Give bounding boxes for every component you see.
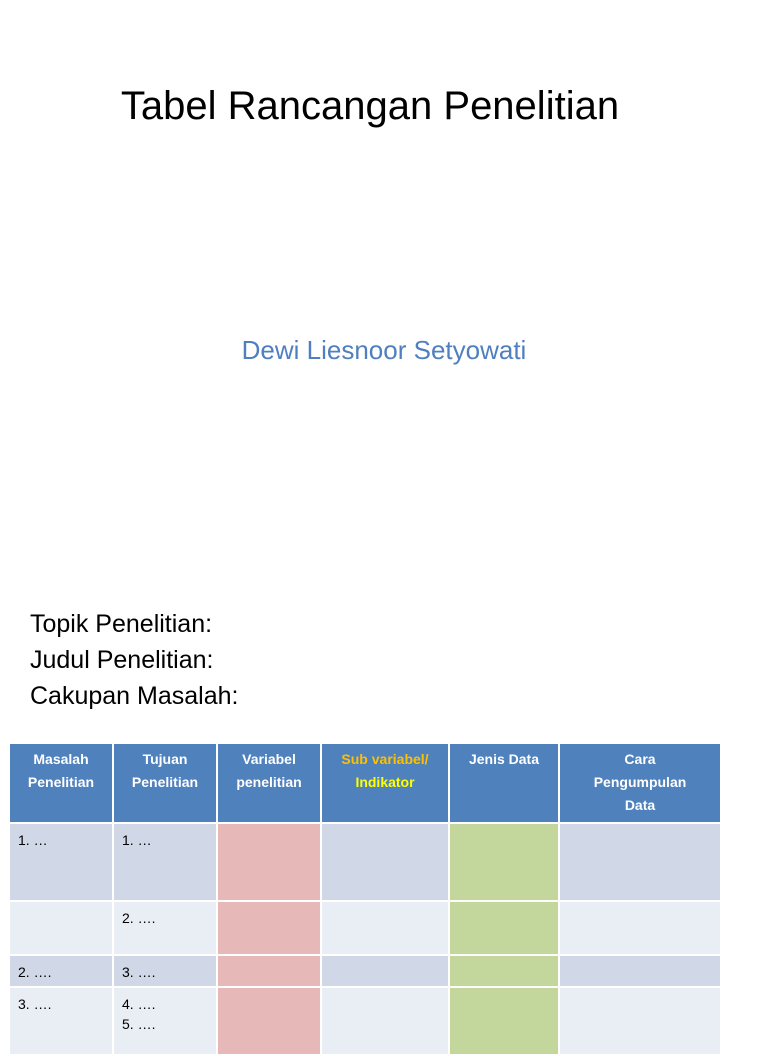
author-name: Dewi Liesnoor Setyowati bbox=[241, 335, 527, 365]
table-row bbox=[9, 987, 721, 1055]
table-row bbox=[9, 901, 721, 955]
cell-sub-variabel bbox=[321, 987, 449, 1055]
cell-jenis-data bbox=[449, 823, 559, 901]
research-info bbox=[30, 606, 238, 714]
cell-jenis-data bbox=[449, 987, 559, 1055]
table-slide bbox=[0, 560, 768, 1032]
cell-masalah: 2. …. bbox=[9, 955, 113, 987]
cell-masalah bbox=[9, 901, 113, 955]
cell-jenis-data bbox=[449, 901, 559, 955]
cell-sub-variabel bbox=[321, 901, 449, 955]
cell-tujuan: 1. … bbox=[113, 823, 217, 901]
cell-tujuan: 4. …. 5. …. bbox=[113, 987, 217, 1055]
header-variabel: Variabel penelitian bbox=[217, 743, 321, 823]
cell-sub-variabel bbox=[321, 823, 449, 901]
cell-cara bbox=[559, 955, 721, 987]
header-tujuan: Tujuan Penelitian bbox=[113, 743, 217, 823]
header-masalah: Masalah Penelitian bbox=[9, 743, 113, 823]
table-row bbox=[9, 823, 721, 901]
table-header-row bbox=[9, 743, 721, 823]
table-row bbox=[9, 955, 721, 987]
cell-sub-variabel bbox=[321, 955, 449, 987]
cell-masalah: 1. … bbox=[9, 823, 113, 901]
research-design-table bbox=[8, 742, 722, 1056]
cell-masalah: 3. …. bbox=[9, 987, 113, 1055]
judul-label: Judul Penelitian: bbox=[30, 646, 214, 674]
header-sub-variabel: Sub variabel/ Indikator bbox=[321, 743, 449, 823]
cell-tujuan: 2. …. bbox=[113, 901, 217, 955]
cell-cara bbox=[559, 823, 721, 901]
header-cara: Cara Pengumpulan Data bbox=[559, 743, 721, 823]
cakupan-label: Cakupan Masalah: bbox=[30, 682, 239, 710]
cell-variabel bbox=[217, 901, 321, 955]
cell-variabel bbox=[217, 823, 321, 901]
slide-title: Tabel Rancangan Penelitian bbox=[120, 84, 620, 128]
cell-cara bbox=[559, 901, 721, 955]
cell-jenis-data bbox=[449, 955, 559, 987]
cell-cara bbox=[559, 987, 721, 1055]
cell-tujuan: 3. …. bbox=[113, 955, 217, 987]
topik-label: Topik Penelitian: bbox=[30, 610, 213, 638]
cell-variabel bbox=[217, 955, 321, 987]
header-jenis-data: Jenis Data bbox=[449, 743, 559, 823]
cell-variabel bbox=[217, 987, 321, 1055]
